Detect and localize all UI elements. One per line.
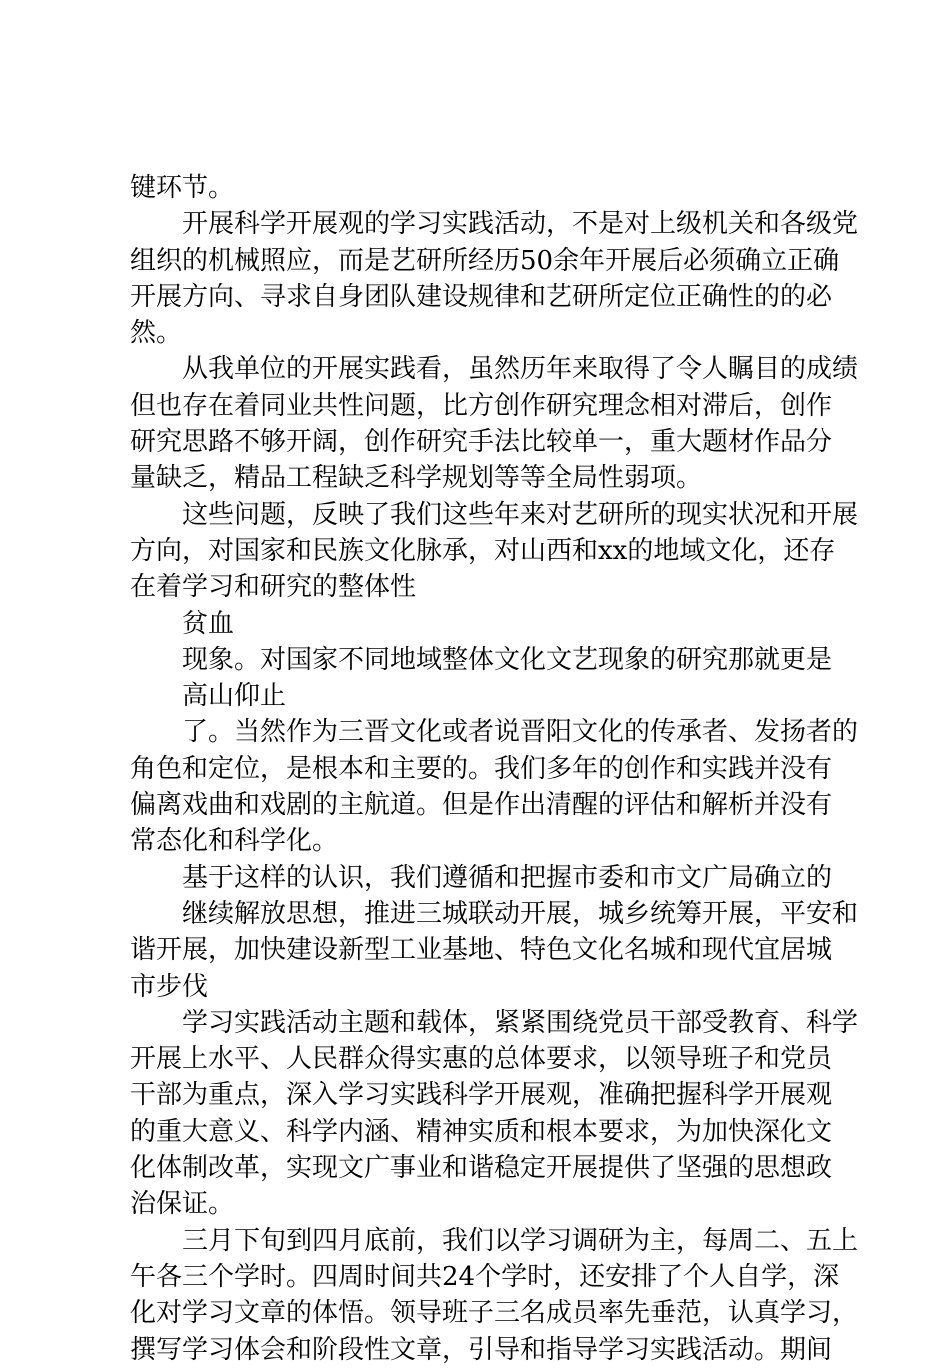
- text-line: 基于这样的认识，我们遵循和把握市委和市文广局确立的: [182, 862, 833, 893]
- text-line: 开展上水平、人民群众得实惠的总体要求，以领导班子和党员: [130, 1044, 833, 1075]
- body-text: [130, 170, 859, 1368]
- text-line: 从我单位的开展实践看，虽然历年来取得了令人瞩目的成绩: [182, 354, 859, 385]
- text-line: 的重大意义、科学内涵、精神实质和根本要求，为加快深化文: [130, 1116, 833, 1147]
- text-line: 了。当然作为三晋文化或者说晋阳文化的传承者、发扬者的: [182, 717, 859, 748]
- text-line: 继续解放思想，推进三城联动开展，城乡统筹开展，平安和: [182, 898, 859, 929]
- text-line: 治保证。: [130, 1189, 235, 1220]
- text-line: 化体制改革，实现文广事业和谐稳定开展提供了坚强的思想政: [130, 1153, 833, 1184]
- text-line: 高山仰止: [182, 681, 287, 712]
- text-line: 开展方向、寻求自身团队建设规律和艺研所定位正确性的的必: [130, 281, 833, 312]
- text-line: 组织的机械照应，而是艺研所经历50余年开展后必须确立正确: [130, 245, 840, 276]
- text-line: 开展科学开展观的学习实践活动，不是对上级机关和各级党: [182, 209, 859, 240]
- text-line: 研究思路不够开阔，创作研究手法比较单一，重大题材作品分: [130, 427, 833, 458]
- text-line: 偏离戏曲和戏剧的主航道。但是作出清醒的评估和解析并没有: [130, 790, 833, 821]
- text-line: 午各三个学时。四周时间共24个学时，还安排了个人自学，深: [130, 1261, 840, 1292]
- text-line: 学习实践活动主题和载体，紧紧围绕党员干部受教育、科学: [182, 1007, 859, 1038]
- text-line: 但也存在着同业共性问题，比方创作研究理念相对滞后，创作: [130, 390, 833, 421]
- text-line: 现象。对国家不同地域整体文化文艺现象的研究那就更是: [182, 644, 833, 675]
- text-line: 三月下旬到四月底前，我们以学习调研为主，每周二、五上: [182, 1225, 859, 1256]
- text-line: 然。: [130, 318, 183, 349]
- text-line: 贫血: [182, 608, 235, 639]
- text-line: 这些问题，反映了我们这些年来对艺研所的现实状况和开展: [182, 499, 859, 530]
- text-line: 谐开展，加快建设新型工业基地、特色文化名城和现代宜居城: [130, 935, 833, 966]
- text-line: 市步伐: [130, 971, 209, 1002]
- text-line: 键环节。: [130, 173, 235, 203]
- text-line: 化对学习文章的体悟。领导班子三名成员率先垂范，认真学习，: [130, 1298, 859, 1329]
- text-line: 常态化和科学化。: [130, 826, 339, 857]
- text-line: 干部为重点，深入学习实践科学开展观，准确把握科学开展观: [130, 1080, 833, 1111]
- text-line: 角色和定位，是根本和主要的。我们多年的创作和实践并没有: [130, 753, 833, 784]
- text-line: 方向，对国家和民族文化脉承，对山西和xx的地域文化，还存: [130, 535, 836, 566]
- text-line: 量缺乏，精品工程缺乏科学规划等等全局性弱项。: [130, 463, 703, 494]
- text-line: 撰写学习体会和阶段性文章，引导和指导学习实践活动。期间: [130, 1334, 833, 1365]
- text-line: 在着学习和研究的整体性: [130, 572, 417, 603]
